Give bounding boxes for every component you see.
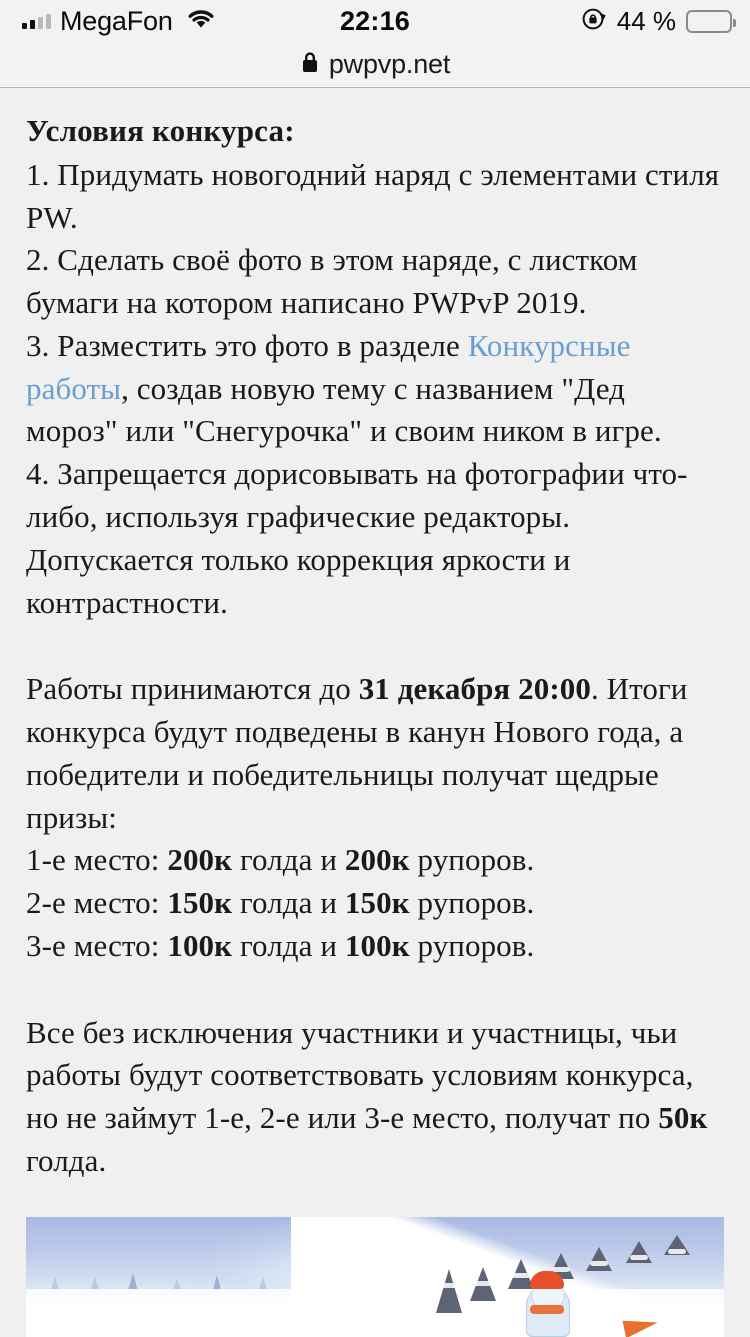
prize-horn-suffix: рупоров. xyxy=(409,842,535,878)
rule-2: 2. Сделать своё фото в этом наряде, с листком бумаги на котором написано PWPvP 2019. xyxy=(26,242,638,321)
contest-works-link[interactable]: Конкурсные работы xyxy=(26,327,631,406)
paragraph-spacer xyxy=(26,968,724,1012)
prize-horn-amount: 150к xyxy=(344,885,410,921)
status-bar xyxy=(0,0,750,42)
prize-horn-amount: 100к xyxy=(344,927,410,963)
deadline-date: 31 декабря 20:00 xyxy=(358,671,591,707)
rule-4: 4. Запрещается дорисовывать на фотографии что-либо, используя графические редакторы. Допускается только коррекция яркости и контрастности. xyxy=(26,456,688,620)
prize-gold-suffix: голда и xyxy=(232,842,345,878)
winter-scene-image xyxy=(26,1217,724,1337)
consolation-amount: 50к xyxy=(658,1100,708,1136)
prize-gold-amount: 150к xyxy=(167,885,233,921)
rotation-lock-icon xyxy=(581,6,607,37)
prize-row-2 xyxy=(26,882,724,925)
status-bar-right xyxy=(581,6,732,37)
browser-address-bar[interactable] xyxy=(0,42,750,88)
battery-icon xyxy=(686,10,732,33)
prize-horn-amount: 200к xyxy=(344,842,410,878)
prize-row-3 xyxy=(26,925,724,968)
consolation-paragraph xyxy=(26,1012,724,1183)
rule-3-text-after: , создав новую тему с названием "Дед мороз" или "Снегурочка" и своим ником в игре. xyxy=(26,370,662,449)
carrier-label: MegaFon xyxy=(60,5,173,36)
prize-horn-suffix: рупоров. xyxy=(409,885,535,921)
lock-icon xyxy=(300,50,320,79)
rule-1: 1. Придумать новогодний наряд с элементами стиля PW. xyxy=(26,156,720,235)
paragraph-spacer xyxy=(26,624,724,668)
battery-percent-label: 44 % xyxy=(616,5,676,36)
deadline-text-after: . Итоги конкурса будут подведены в канун Нового года, а победители и победительницы получат щедрые призы: xyxy=(26,671,688,835)
prize-place-label: 1-е место: xyxy=(26,842,168,878)
rule-3-text-before: 3. Разместить это фото в разделе xyxy=(26,327,468,363)
rule-3 xyxy=(26,325,724,453)
prize-gold-amount: 100к xyxy=(167,927,233,963)
illustration-container xyxy=(0,1217,750,1337)
deadline-text-before: Работы принимаются до xyxy=(26,671,359,707)
page-content xyxy=(0,88,750,1183)
prize-gold-amount: 200к xyxy=(167,842,233,878)
page-title: Условия конкурса: xyxy=(26,113,295,148)
consolation-text-after: голда. xyxy=(26,1142,107,1178)
prize-place-label: 3-е место: xyxy=(26,927,168,963)
snow-maiden-figure xyxy=(520,1265,574,1337)
status-bar-clock: 22:16 xyxy=(339,5,411,36)
prize-horn-suffix: рупоров. xyxy=(409,927,535,963)
prize-gold-suffix: голда и xyxy=(232,885,345,921)
prize-row-1 xyxy=(26,839,724,882)
consolation-text-before: Все без исключения участники и участницы, чьи работы будут соответствовать условиям конкурса, но не займут 1-е, 2-е или 3-е место, получат по xyxy=(26,1014,694,1136)
prize-place-label: 2-е место: xyxy=(26,885,168,921)
url-text: pwpvp.net xyxy=(328,49,451,79)
deadline-paragraph xyxy=(26,668,724,839)
prize-gold-suffix: голда и xyxy=(232,927,345,963)
